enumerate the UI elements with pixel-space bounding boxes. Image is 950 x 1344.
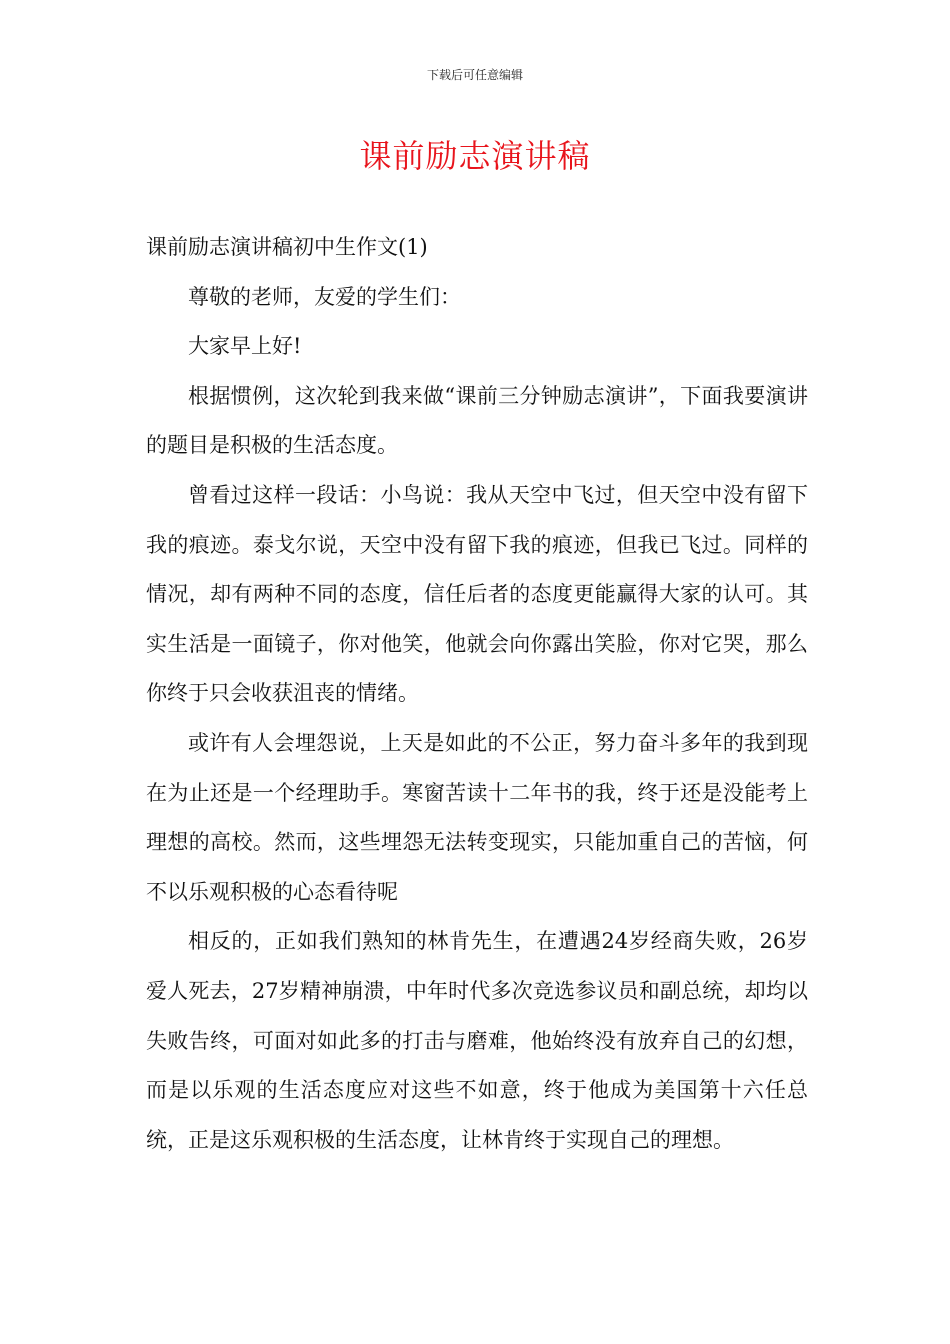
paragraph-bird-quote: 曾看过这样一段话：小鸟说：我从天空中飞过，但天空中没有留下我的痕迹。泰戈尔说，天空中没有留下我的痕迹，但我已飞过。同样的情况，却有两种不同的态度，信任后者的态度更能赢得大家的认可。其实生活是一面镜子，你对他笑，他就会向你露出笑脸，你对它哭，那么你终于只会收获沮丧的情绪。 — [146, 482, 808, 706]
document-title: 课前励志演讲稿 — [359, 137, 591, 175]
document-subtitle: 课前励志演讲稿初中生作文(1) — [146, 235, 428, 259]
paragraph-introduction: 根据惯例，这次轮到我来做“课前三分钟励志演讲”，下面我要演讲的题目是积极的生活态度。 — [146, 383, 808, 458]
paragraph-greeting: 尊敬的老师，友爱的学生们： — [188, 284, 461, 309]
paragraph-good-morning: 大家早上好! — [188, 334, 302, 359]
document-body — [146, 223, 808, 1165]
header-note: 下载后可任意编辑 — [426, 68, 523, 82]
paragraph-lincoln: 相反的，正如我们熟知的林肯先生，在遭遇24岁经商失败，26岁爱人死去，27岁精神崩溃，中年时代多次竞选参议员和副总统，却均以失败告终，可面对如此多的打击与磨难，他始终没有放弃自己的幻想，而是以乐观的生活态度应对这些不如意，终于他成为美国第十六任总统，正是这乐观积极的生活态度，让林肯终于实现自己的理想。 — [146, 929, 808, 1152]
paragraph-complaints: 或许有人会埋怨说，上天是如此的不公正，努力奋斗多年的我到现在为止还是一个经理助手。寒窗苦读十二年书的我，终于还是没能考上理想的高校。然而，这些埋怨无法转变现实，只能加重自己的苦恼，何不以乐观积极的心态看待呢 — [146, 730, 808, 904]
